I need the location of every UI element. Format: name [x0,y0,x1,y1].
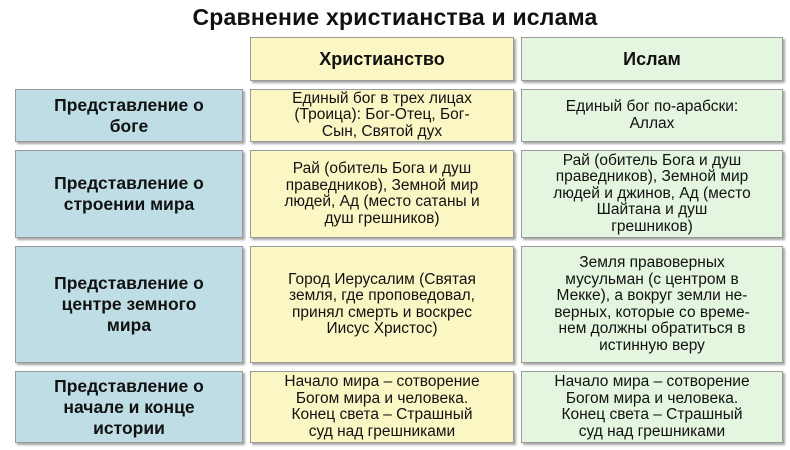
cell-christianity-history [250,371,514,443]
cell-text: Город Иерусалим (Святая земля, где проповедовал, принял смерть и воскрес Иисус Христос) [288,270,476,337]
row-header-label: Представление о начале и конце истории [54,375,204,438]
cell-text: Начало мира – сотворение Богом мира и человека. Конец света – Страшный суд над грешниками [284,373,480,440]
column-header-label: Христианство [319,48,445,69]
cell-text: Рай (обитель Бога и душ праведников), Земной мир людей и джинов, Ад (место Шайтана и душ грешников) [553,151,751,235]
column-header-label: Ислам [623,48,681,69]
page-title: Сравнение христианства и ислама [192,4,598,30]
cell-christianity-world-structure [250,150,514,238]
cell-text: Земля правоверных мусульман (с центром в Мекке), а вокруг земли не- верных, которые со време- нем должны обратиться в истинную веру [554,254,750,354]
row-header-god [15,89,243,142]
cell-text: Рай (обитель Бога и душ праведников), Земной мир людей, Ад (место сатаны и душ грешников) [284,160,480,227]
row-header-world-center [15,246,243,363]
cell-islam-god [521,89,783,142]
row-header-label: Представление о строении мира [54,173,204,214]
row-header-label: Представление о боге [54,94,204,136]
cell-islam-world-center [521,246,783,363]
cell-christianity-god [250,89,514,142]
cell-christianity-world-center [250,246,514,363]
cell-islam-world-structure [521,150,783,238]
cell-text: Единый бог по-арабски: Аллах [565,98,739,132]
row-header-history [15,371,243,443]
column-header-christianity [250,37,514,81]
cell-text: Начало мира – сотворение Богом мира и человека. Конец света – Страшный суд над грешниками [554,373,750,440]
column-header-islam [521,37,783,81]
cell-islam-history [521,371,783,443]
row-header-world-structure [15,150,243,238]
cell-text: Единый бог в трех лицах (Троица): Бог-Отец, Бог- Сын, Святой дух [292,89,472,140]
row-header-label: Представление о центре земного мира [54,273,204,335]
